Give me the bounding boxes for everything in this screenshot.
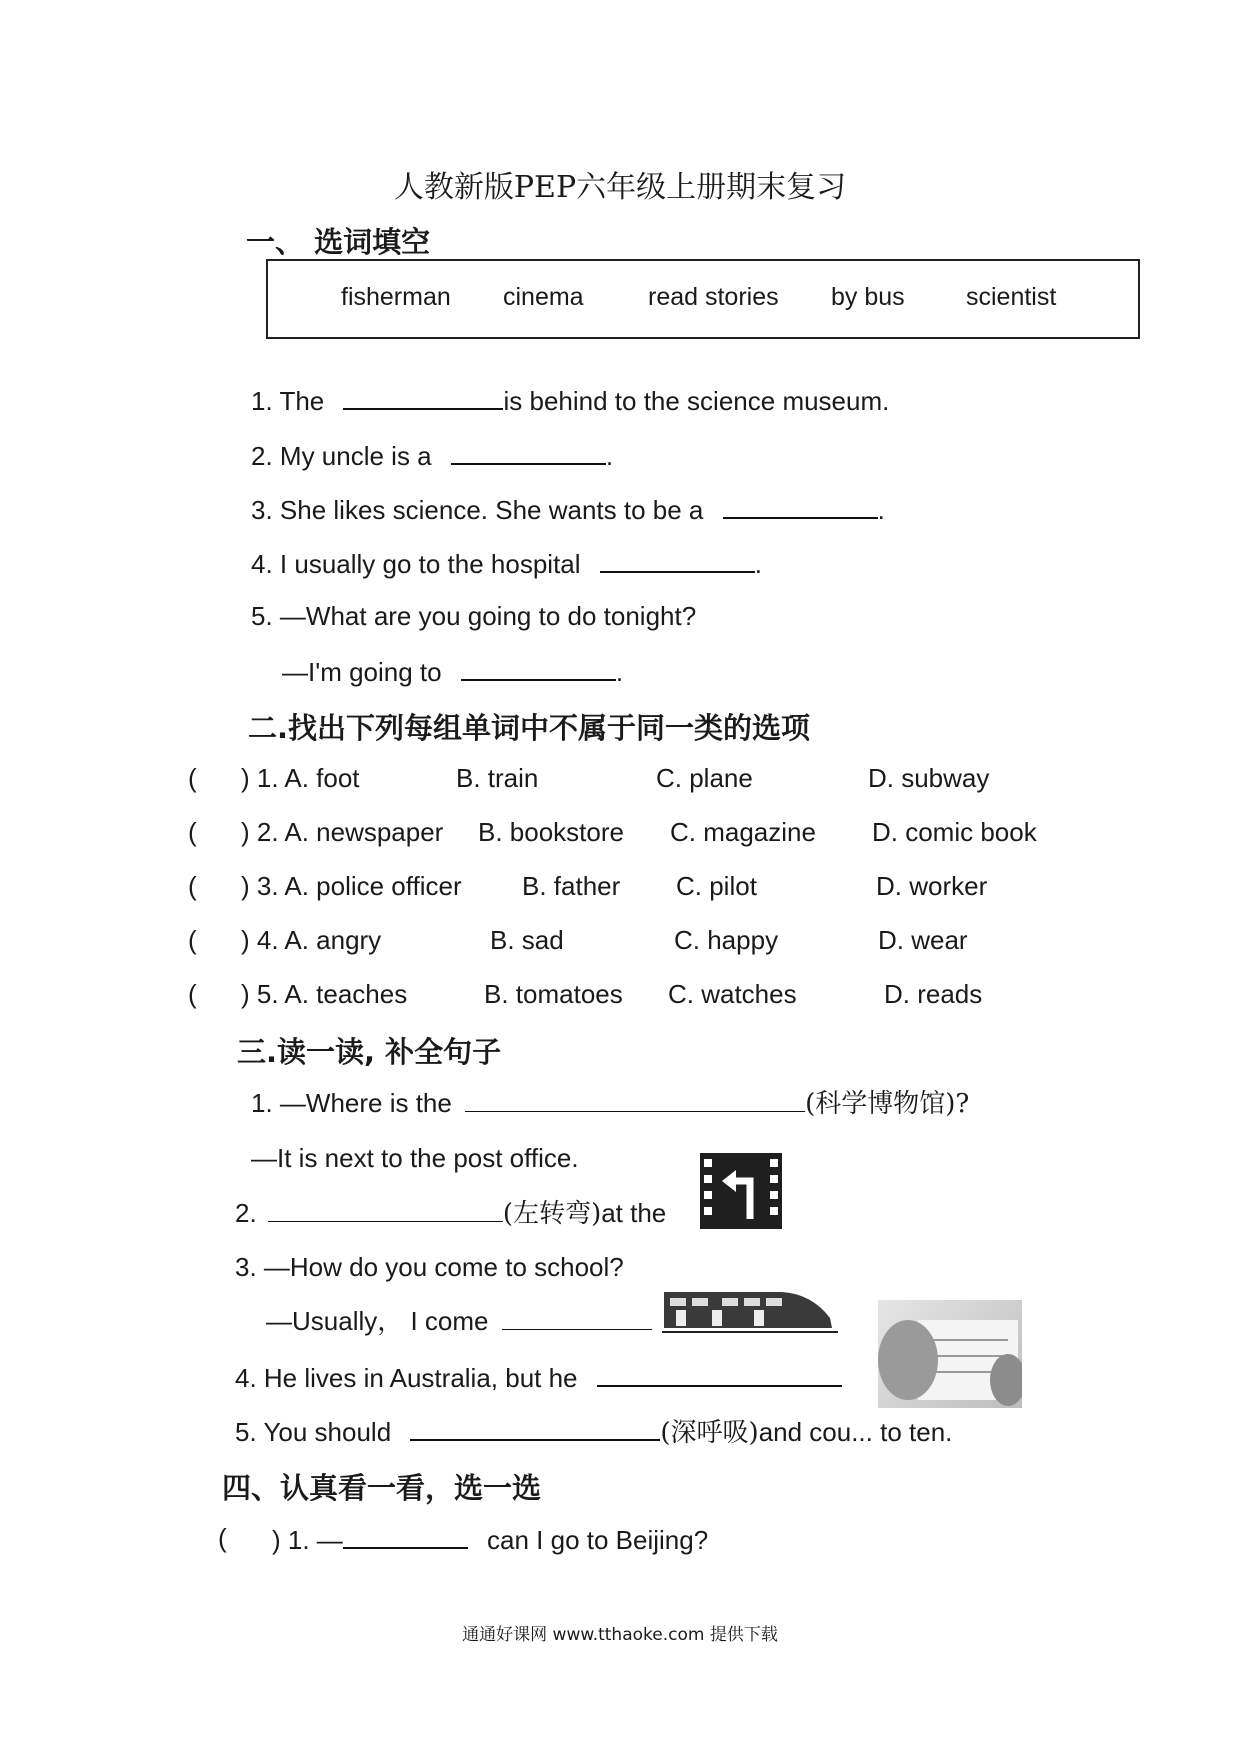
answer-blank[interactable]: [465, 1087, 805, 1112]
s3-question-1: 1. —Where is the (科学博物馆)?: [251, 1088, 970, 1119]
s3-question-5: 5. You should (深呼吸)and cou... to ten.: [235, 1413, 952, 1450]
s1-question-1: 1. The is behind to the science museum.: [251, 382, 889, 418]
footer-credit: 通通好课网 www.tthaoke.com 提供下载: [462, 1625, 778, 1645]
s1-question-5-answer: —I'm going to .: [282, 653, 623, 689]
subway-train-icon: [662, 1284, 838, 1334]
s4-question-1: ) 1. — can I go to Beijing?: [272, 1521, 708, 1557]
s1-question-2: 2. My uncle is a .: [251, 437, 613, 473]
s2-row-option-c: C. watches: [668, 979, 797, 1009]
s1-question-3: 3. She likes science. She wants to be a .: [251, 491, 885, 527]
section-3-heading: 三.读一读, 补全句子: [237, 1035, 502, 1069]
s2-row-option-b: B. sad: [490, 925, 564, 955]
s1-question-5: 5. —What are you going to do tonight?: [251, 601, 697, 631]
s2-row-option-d: D. reads: [884, 979, 983, 1009]
word-bank-item: by bus: [831, 283, 905, 311]
s2-row-option-b: B. bookstore: [478, 817, 624, 847]
answer-blank[interactable]: [343, 382, 503, 410]
s2-row-option-a: ) 3. A. police officer: [241, 871, 462, 901]
s3-question-3-answer: —Usually， I come: [266, 1304, 652, 1338]
answer-blank[interactable]: [410, 1413, 660, 1441]
answer-blank[interactable]: [451, 437, 606, 465]
answer-blank[interactable]: [268, 1197, 503, 1222]
s2-row-paren: (: [188, 817, 197, 847]
s2-row-option-a: ) 4. A. angry: [241, 925, 382, 955]
s2-row-option-b: B. father: [522, 871, 621, 901]
word-bank-item: read stories: [648, 283, 779, 311]
word-bank: [266, 259, 1140, 339]
answer-blank[interactable]: [597, 1359, 842, 1387]
s2-row-option-d: D. worker: [876, 871, 988, 901]
s3-question-4: 4. He lives in Australia, but he: [235, 1359, 842, 1395]
s2-row-option-c: C. plane: [656, 763, 753, 793]
s2-row-paren: (: [188, 925, 197, 955]
s2-row-paren: (: [188, 871, 197, 901]
writing-photo-icon: [878, 1300, 1022, 1408]
s2-row-option-c: C. pilot: [676, 871, 757, 901]
s2-row-option-a: ) 2. A. newspaper: [241, 817, 444, 847]
s2-row-option-d: D. comic book: [872, 817, 1037, 847]
answer-blank[interactable]: [600, 545, 755, 573]
s2-row-option-b: B. train: [456, 763, 539, 793]
turn-left-sign-icon: [700, 1153, 782, 1229]
word-bank-item: scientist: [966, 283, 1057, 311]
s3-question-1-answer: —It is next to the post office.: [251, 1143, 579, 1173]
s2-row-option-d: D. subway: [868, 763, 990, 793]
section-4-heading: 四、认真看一看，选一选: [222, 1471, 542, 1505]
s2-row-option-a: ) 1. A. foot: [241, 763, 360, 793]
s2-row-paren: (: [188, 979, 197, 1009]
section-1-heading: 一、 选词填空: [246, 225, 431, 259]
s3-question-3: 3. —How do you come to school?: [235, 1252, 624, 1282]
s2-row-option-c: C. happy: [674, 925, 779, 955]
section-2-heading: 二.找出下列每组单词中不属于同一类的选项: [248, 711, 811, 745]
s1-question-4: 4. I usually go to the hospital .: [251, 545, 762, 581]
s2-row-option-c: C. magazine: [670, 817, 816, 847]
answer-blank[interactable]: [461, 653, 616, 681]
answer-blank[interactable]: [502, 1305, 652, 1330]
s3-question-2: 2. (左转弯)at the: [235, 1198, 667, 1229]
word-bank-item: fisherman: [341, 283, 451, 311]
page-title: 人教新版PEP六年级上册期末复习: [393, 170, 847, 205]
s2-row-option-d: D. wear: [878, 925, 968, 955]
word-bank-item: cinema: [503, 283, 584, 311]
s2-row-option-a: ) 5. A. teaches: [241, 979, 408, 1009]
s4-paren: (: [218, 1523, 227, 1553]
answer-blank[interactable]: [343, 1521, 468, 1549]
s2-row-option-b: B. tomatoes: [484, 979, 623, 1009]
answer-blank[interactable]: [723, 491, 878, 519]
s2-row-paren: (: [188, 763, 197, 793]
